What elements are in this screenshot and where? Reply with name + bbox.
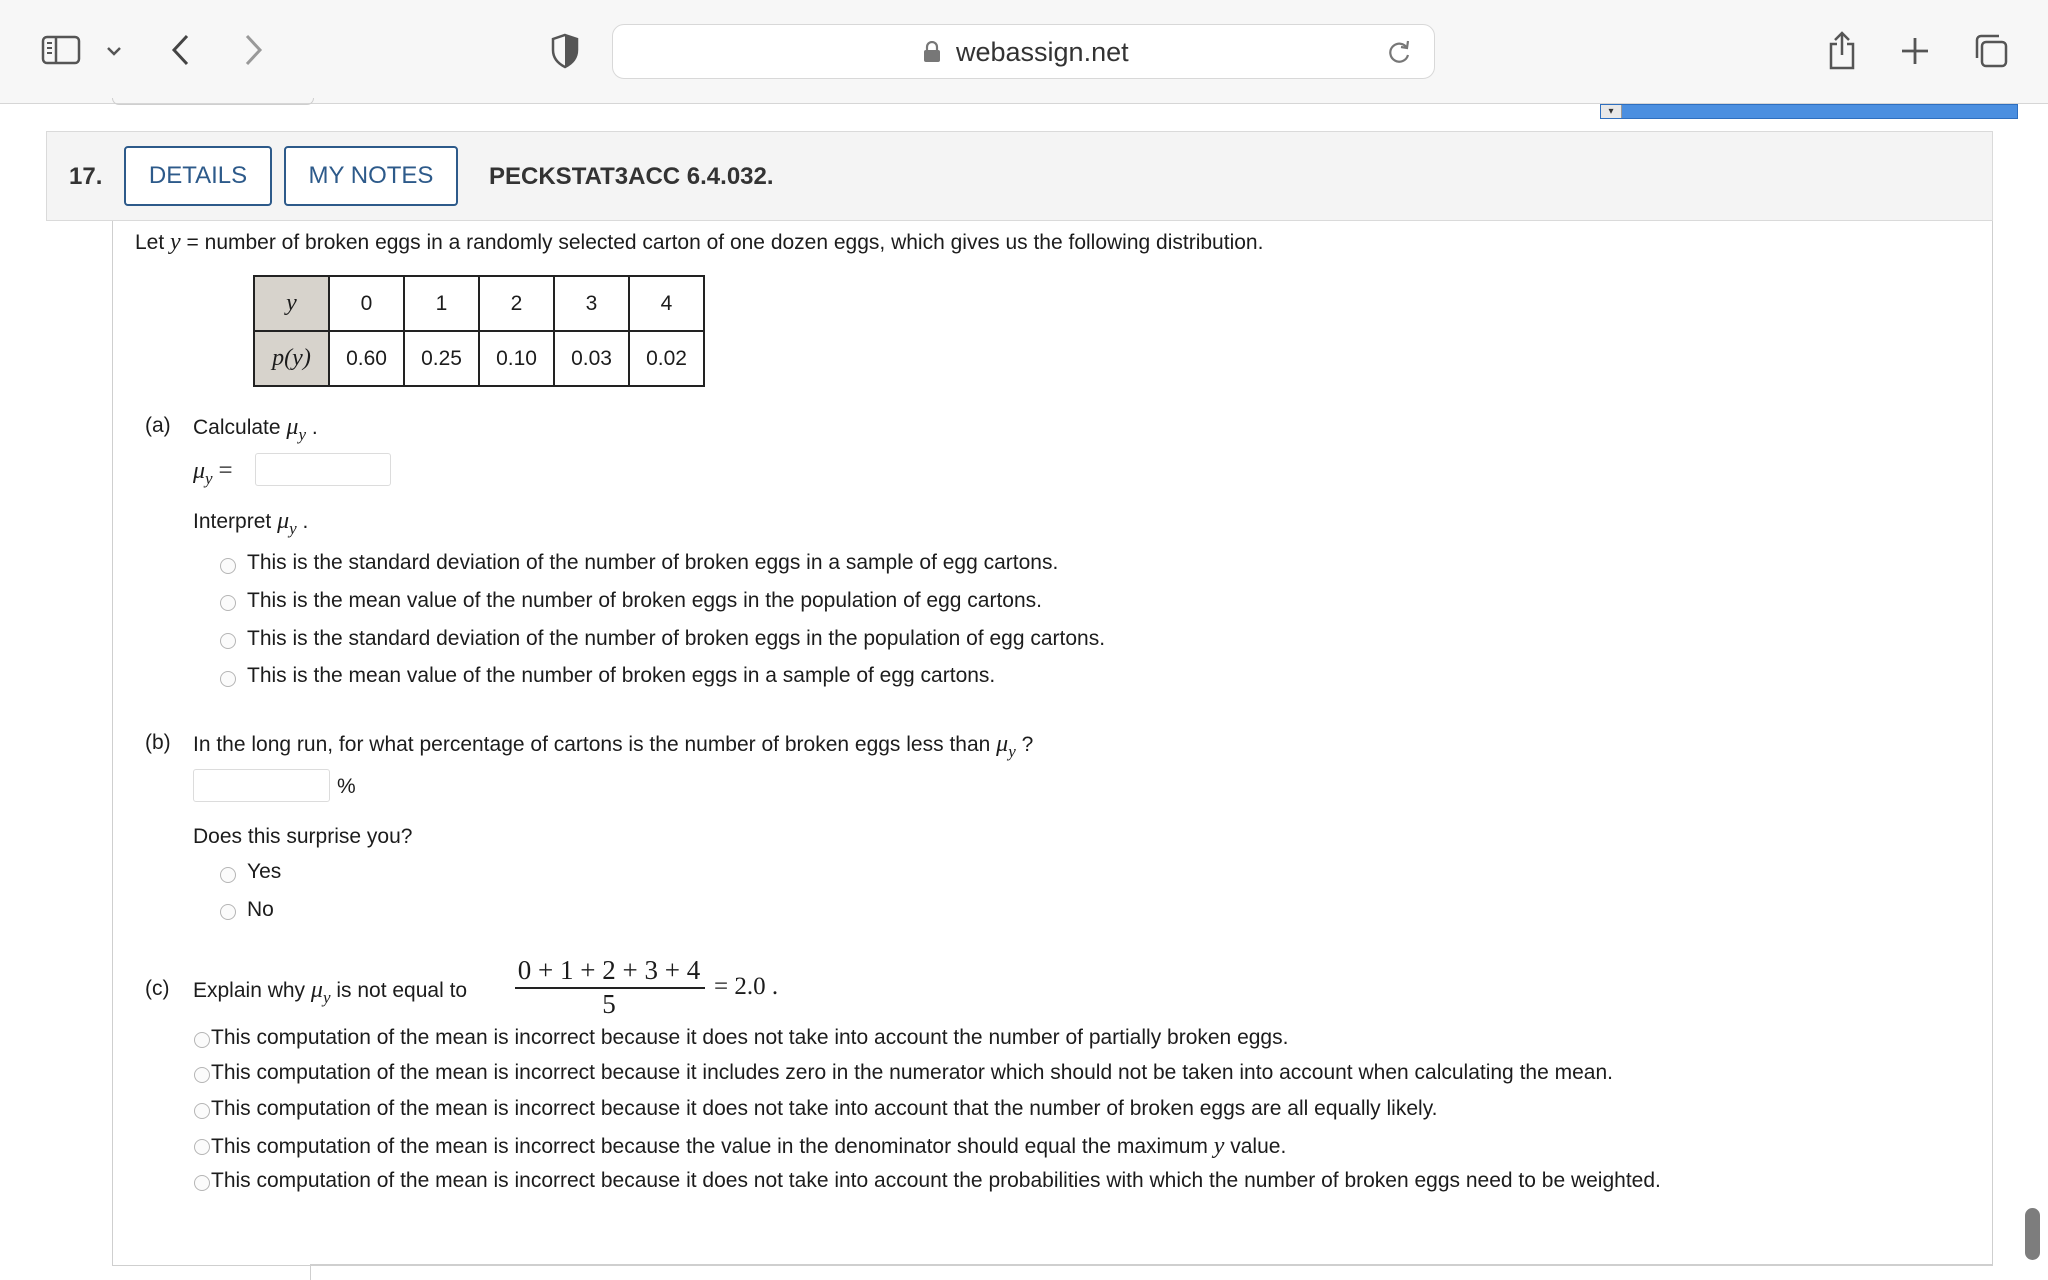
new-tab-icon[interactable]	[1898, 34, 1932, 68]
back-icon[interactable]	[166, 30, 196, 70]
address-bar[interactable]	[612, 24, 1435, 79]
question-intro: Let y = number of broken eggs in a randomly selected carton of one dozen eggs, which gives us the following distribution.	[135, 229, 1264, 255]
table-header: p(y)	[254, 331, 329, 386]
radio-button[interactable]	[220, 558, 236, 574]
browser-toolbar	[0, 0, 2048, 104]
radio-button[interactable]	[220, 904, 236, 920]
part-c-label: (c)	[145, 977, 170, 1000]
question-code: PECKSTAT3ACC 6.4.032.	[489, 163, 774, 190]
percentage-input[interactable]	[193, 769, 330, 802]
part-b-label: (b)	[145, 731, 171, 754]
option-text: This computation of the mean is incorrect because it does not take into account the number of partially broken eggs.	[211, 1026, 1289, 1049]
table-cell: 0.03	[554, 331, 629, 386]
previous-question-tab	[112, 98, 314, 105]
fraction-numerator: 0 + 1 + 2 + 3 + 4	[517, 955, 701, 985]
table-row	[254, 331, 704, 386]
option-text: Yes	[247, 860, 282, 883]
question-number: 17.	[69, 163, 103, 190]
option-text: This computation of the mean is incorrect because it does not take into account that the number of broken eggs are all equally likely.	[211, 1097, 1438, 1120]
share-icon[interactable]	[1826, 28, 1858, 72]
reload-icon[interactable]	[1386, 38, 1412, 71]
radio-button[interactable]	[220, 867, 236, 883]
chevron-down-icon[interactable]: ▾	[1601, 105, 1622, 118]
interpret-prompt: Interpret $\mu_y$ .	[193, 508, 309, 538]
part-c-prompt: Explain why $\mu_y$ is not equal to	[193, 977, 468, 1007]
part-a-label: (a)	[145, 414, 171, 437]
sidebar-icon[interactable]	[40, 34, 82, 66]
table-cell: 0.10	[479, 331, 554, 386]
radio-button[interactable]	[194, 1103, 210, 1119]
radio-button[interactable]	[220, 633, 236, 649]
table-header: y	[254, 276, 329, 331]
option-text: This computation of the mean is incorrect because it includes zero in the numerator which should not be taken into account when calculating the mean.	[211, 1061, 1613, 1084]
table-cell: 2	[479, 276, 554, 331]
option-text: This computation of the mean is incorrect because it does not take into account the probabilities with which the number of broken eggs need to be weighted.	[211, 1169, 1661, 1192]
radio-button[interactable]	[194, 1032, 210, 1048]
option-text: This is the standard deviation of the number of broken eggs in a sample of egg cartons.	[247, 551, 1059, 574]
option-text: This is the mean value of the number of broken eggs in a sample of egg cartons.	[247, 664, 996, 687]
lock-icon	[923, 41, 941, 68]
radio-button[interactable]	[194, 1139, 210, 1155]
my-notes-button[interactable]: MY NOTES	[284, 146, 458, 206]
radio-button[interactable]	[220, 595, 236, 611]
scrollbar-thumb[interactable]	[2025, 1208, 2040, 1260]
shield-icon[interactable]	[548, 32, 582, 70]
radio-button[interactable]	[220, 671, 236, 687]
table-cell: 0.60	[329, 331, 404, 386]
mu-y-input[interactable]	[255, 453, 391, 486]
mu-y-label: $\mu_y$ =	[193, 457, 233, 488]
option-text: This computation of the mean is incorrect because the value in the denominator should equal the maximum y value.	[211, 1133, 1287, 1159]
forward-icon[interactable]	[238, 30, 268, 70]
bottom-tab	[112, 1264, 311, 1280]
chevron-down-icon[interactable]	[104, 42, 124, 60]
table-cell: 0.25	[404, 331, 479, 386]
url-text: webassign.net	[956, 37, 1129, 67]
table-cell: 4	[629, 276, 704, 331]
selection-bar[interactable]	[1600, 104, 2018, 119]
distribution-table	[253, 275, 705, 387]
option-text: This is the standard deviation of the number of broken eggs in the population of egg cartons.	[247, 627, 1106, 650]
part-b-prompt: In the long run, for what percentage of cartons is the number of broken eggs less than $\mu_y$ ?	[193, 731, 1034, 761]
option-text: No	[247, 898, 274, 921]
fraction-denominator: 5	[602, 989, 616, 1019]
option-text: This is the mean value of the number of broken eggs in the population of egg cartons.	[247, 589, 1042, 612]
part-a-prompt: Calculate $\mu_y$ .	[193, 414, 318, 444]
table-cell: 0	[329, 276, 404, 331]
table-cell: 1	[404, 276, 479, 331]
bottom-divider	[310, 1264, 1993, 1265]
radio-button[interactable]	[194, 1175, 210, 1191]
radio-button[interactable]	[194, 1067, 210, 1083]
tabs-icon[interactable]	[1972, 32, 2010, 70]
details-button[interactable]: DETAILS	[124, 146, 272, 206]
table-row	[254, 276, 704, 331]
table-cell: 3	[554, 276, 629, 331]
fraction-result: = 2.0 .	[714, 973, 779, 1000]
question-header	[46, 131, 1993, 221]
percent-unit: %	[337, 775, 356, 798]
surprise-prompt: Does this surprise you?	[193, 825, 413, 848]
table-cell: 0.02	[629, 331, 704, 386]
